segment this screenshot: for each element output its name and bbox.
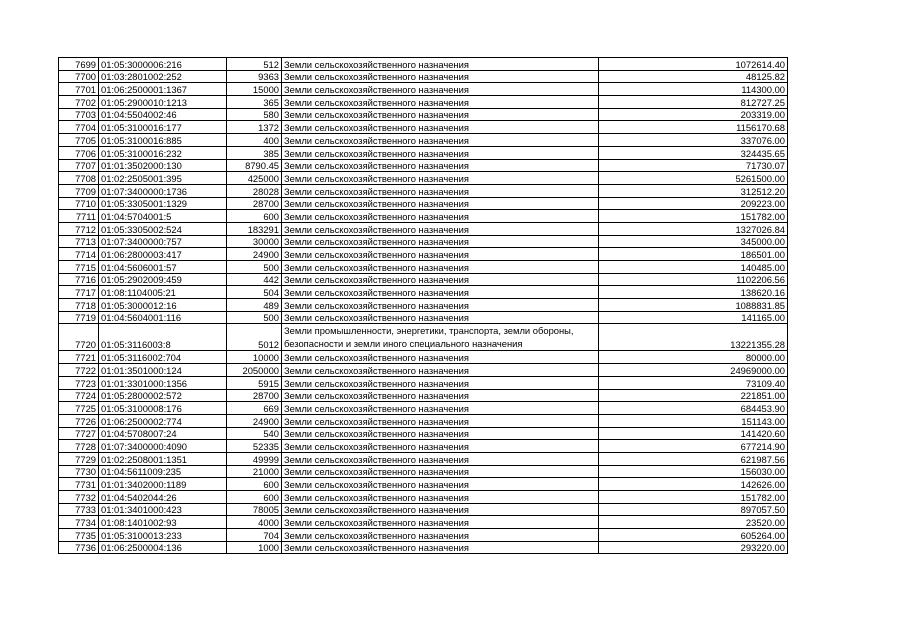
- land-category-cell: Земли сельскохозяйственного назначения: [282, 286, 599, 299]
- row-number-cell: 7716: [59, 273, 99, 286]
- row-number-cell: 7730: [59, 465, 99, 478]
- row-number-cell: 7727: [59, 427, 99, 440]
- cadastral-value-cell: 1102206.56: [599, 273, 788, 286]
- area-cell: 5915: [227, 376, 282, 389]
- cadastral-value-cell: 1072614.40: [599, 58, 788, 71]
- cadastral-number-cell: 01:05:3000006:216: [99, 58, 227, 71]
- table-row: [59, 172, 788, 185]
- table-row: [59, 83, 788, 96]
- table-row: [59, 529, 788, 542]
- cadastral-value-cell: 221851.00: [599, 389, 788, 402]
- row-number-cell: 7709: [59, 184, 99, 197]
- row-number-cell: 7726: [59, 414, 99, 427]
- area-cell: 504: [227, 286, 282, 299]
- area-cell: 5012: [227, 324, 282, 351]
- area-cell: 52335: [227, 440, 282, 453]
- cadastral-number-cell: 01:04:5611009:235: [99, 465, 227, 478]
- land-category-cell: Земли сельскохозяйственного назначения: [282, 376, 599, 389]
- cadastral-value-cell: 24969000.00: [599, 364, 788, 377]
- table-row: [59, 58, 788, 71]
- cadastral-number-cell: 01:01:3401000:423: [99, 503, 227, 516]
- cadastral-number-cell: 01:05:3100016:885: [99, 134, 227, 147]
- table-row: [59, 324, 788, 351]
- area-cell: 669: [227, 402, 282, 415]
- land-category-cell: Земли сельскохозяйственного назначения: [282, 389, 599, 402]
- land-category-cell: Земли сельскохозяйственного назначения: [282, 503, 599, 516]
- row-number-cell: 7736: [59, 541, 99, 554]
- table-row: [59, 248, 788, 261]
- cadastral-number-cell: 01:05:3116002:704: [99, 351, 227, 364]
- cadastral-number-cell: 01:05:3000012:16: [99, 299, 227, 312]
- cadastral-value-cell: 337076.00: [599, 134, 788, 147]
- table-row: [59, 299, 788, 312]
- area-cell: 600: [227, 491, 282, 504]
- table-row: [59, 273, 788, 286]
- cadastral-value-cell: 203319.00: [599, 108, 788, 121]
- area-cell: 183291: [227, 222, 282, 235]
- land-category-cell: Земли сельскохозяйственного назначения: [282, 70, 599, 83]
- cadastral-number-cell: 01:07:3400000:1736: [99, 184, 227, 197]
- table-row: [59, 222, 788, 235]
- table-row: [59, 351, 788, 364]
- cadastral-number-cell: 01:05:3305002:524: [99, 222, 227, 235]
- land-category-cell: Земли сельскохозяйственного назначения: [282, 108, 599, 121]
- row-number-cell: 7734: [59, 516, 99, 529]
- cadastral-number-cell: 01:05:3100013:233: [99, 529, 227, 542]
- row-number-cell: 7702: [59, 96, 99, 109]
- area-cell: 1372: [227, 121, 282, 134]
- table-row: [59, 70, 788, 83]
- table-row: [59, 516, 788, 529]
- land-category-cell: Земли сельскохозяйственного назначения: [282, 146, 599, 159]
- land-category-cell: Земли сельскохозяйственного назначения: [282, 222, 599, 235]
- row-number-cell: 7701: [59, 83, 99, 96]
- row-number-cell: 7705: [59, 134, 99, 147]
- table-row: [59, 121, 788, 134]
- cadastral-number-cell: 01:04:5704001:5: [99, 210, 227, 223]
- land-category-cell: Земли сельскохозяйственного назначения: [282, 427, 599, 440]
- table-row: [59, 478, 788, 491]
- cadastral-value-cell: 156030.00: [599, 465, 788, 478]
- land-registry-table: [58, 57, 788, 554]
- row-number-cell: 7728: [59, 440, 99, 453]
- row-number-cell: 7720: [59, 324, 99, 351]
- table-row: [59, 452, 788, 465]
- table-row: [59, 465, 788, 478]
- row-number-cell: 7723: [59, 376, 99, 389]
- land-category-cell: Земли сельскохозяйственного назначения: [282, 516, 599, 529]
- cadastral-value-cell: 1156170.68: [599, 121, 788, 134]
- row-number-cell: 7722: [59, 364, 99, 377]
- cadastral-number-cell: 01:01:3501000:124: [99, 364, 227, 377]
- table-row: [59, 503, 788, 516]
- cadastral-number-cell: 01:05:2800002:572: [99, 389, 227, 402]
- area-cell: 500: [227, 311, 282, 324]
- cadastral-value-cell: 897057.50: [599, 503, 788, 516]
- row-number-cell: 7729: [59, 452, 99, 465]
- cadastral-number-cell: 01:04:5604001:116: [99, 311, 227, 324]
- area-cell: 30000: [227, 235, 282, 248]
- table-row: [59, 108, 788, 121]
- row-number-cell: 7731: [59, 478, 99, 491]
- cadastral-number-cell: 01:08:1104005:21: [99, 286, 227, 299]
- row-number-cell: 7712: [59, 222, 99, 235]
- table-row: [59, 197, 788, 210]
- table-row: [59, 96, 788, 109]
- cadastral-value-cell: 293220.00: [599, 541, 788, 554]
- cadastral-number-cell: 01:05:2902009:459: [99, 273, 227, 286]
- area-cell: 540: [227, 427, 282, 440]
- area-cell: 425000: [227, 172, 282, 185]
- cadastral-value-cell: 1327026.84: [599, 222, 788, 235]
- table-row: [59, 491, 788, 504]
- area-cell: 28028: [227, 184, 282, 197]
- cadastral-value-cell: 345000.00: [599, 235, 788, 248]
- cadastral-value-cell: 621987.56: [599, 452, 788, 465]
- area-cell: 704: [227, 529, 282, 542]
- area-cell: 28700: [227, 197, 282, 210]
- area-cell: 1000: [227, 541, 282, 554]
- row-number-cell: 7717: [59, 286, 99, 299]
- area-cell: 10000: [227, 351, 282, 364]
- cadastral-value-cell: 684453.90: [599, 402, 788, 415]
- area-cell: 8790.45: [227, 159, 282, 172]
- land-category-cell: Земли сельскохозяйственного назначения: [282, 299, 599, 312]
- area-cell: 385: [227, 146, 282, 159]
- cadastral-value-cell: 812727.25: [599, 96, 788, 109]
- cadastral-value-cell: 71730.07: [599, 159, 788, 172]
- cadastral-number-cell: 01:07:3400000:757: [99, 235, 227, 248]
- row-number-cell: 7732: [59, 491, 99, 504]
- land-category-cell: Земли сельскохозяйственного назначения: [282, 402, 599, 415]
- cadastral-number-cell: 01:08:1401002:93: [99, 516, 227, 529]
- table-row: [59, 402, 788, 415]
- area-cell: 9363: [227, 70, 282, 83]
- cadastral-value-cell: 324435.65: [599, 146, 788, 159]
- area-cell: 28700: [227, 389, 282, 402]
- cadastral-number-cell: 01:02:2505001:395: [99, 172, 227, 185]
- land-category-cell: Земли сельскохозяйственного назначения: [282, 83, 599, 96]
- cadastral-number-cell: 01:07:3400000:4090: [99, 440, 227, 453]
- cadastral-value-cell: 151143.00: [599, 414, 788, 427]
- land-category-cell: Земли сельскохозяйственного назначения: [282, 159, 599, 172]
- cadastral-number-cell: 01:06:2500001:1367: [99, 83, 227, 96]
- land-category-cell: Земли сельскохозяйственного назначения: [282, 197, 599, 210]
- area-cell: 600: [227, 478, 282, 491]
- cadastral-value-cell: 5261500.00: [599, 172, 788, 185]
- cadastral-value-cell: 114300.00: [599, 83, 788, 96]
- row-number-cell: 7706: [59, 146, 99, 159]
- land-category-cell: Земли сельскохозяйственного назначения: [282, 452, 599, 465]
- land-category-cell: Земли сельскохозяйственного назначения: [282, 121, 599, 134]
- cadastral-number-cell: 01:04:5402044:26: [99, 491, 227, 504]
- table-row: [59, 210, 788, 223]
- table-row: [59, 184, 788, 197]
- cadastral-value-cell: 141165.00: [599, 311, 788, 324]
- row-number-cell: 7721: [59, 351, 99, 364]
- cadastral-number-cell: 01:05:3100016:232: [99, 146, 227, 159]
- cadastral-value-cell: 151782.00: [599, 210, 788, 223]
- land-category-cell: Земли сельскохозяйственного назначения: [282, 491, 599, 504]
- area-cell: 15000: [227, 83, 282, 96]
- cadastral-number-cell: 01:05:2900010:1213: [99, 96, 227, 109]
- cadastral-value-cell: 141420.60: [599, 427, 788, 440]
- land-category-cell: Земли сельскохозяйственного назначения: [282, 478, 599, 491]
- land-category-cell: Земли сельскохозяйственного назначения: [282, 364, 599, 377]
- cadastral-number-cell: 01:04:5606001:57: [99, 261, 227, 274]
- table-row: [59, 541, 788, 554]
- land-category-cell: Земли сельскохозяйственного назначения: [282, 184, 599, 197]
- area-cell: 442: [227, 273, 282, 286]
- cadastral-value-cell: 13221355.28: [599, 324, 788, 351]
- table-row: [59, 376, 788, 389]
- cadastral-value-cell: 1088831.85: [599, 299, 788, 312]
- area-cell: 365: [227, 96, 282, 109]
- land-category-cell: Земли сельскохозяйственного назначения: [282, 440, 599, 453]
- cadastral-value-cell: 186501.00: [599, 248, 788, 261]
- row-number-cell: 7719: [59, 311, 99, 324]
- land-category-cell: Земли сельскохозяйственного назначения: [282, 58, 599, 71]
- land-category-cell: Земли сельскохозяйственного назначения: [282, 273, 599, 286]
- row-number-cell: 7724: [59, 389, 99, 402]
- cadastral-number-cell: 01:05:3305001:1329: [99, 197, 227, 210]
- land-category-cell: Земли сельскохозяйственного назначения: [282, 172, 599, 185]
- cadastral-value-cell: 142626.00: [599, 478, 788, 491]
- land-category-cell: Земли сельскохозяйственного назначения: [282, 248, 599, 261]
- row-number-cell: 7718: [59, 299, 99, 312]
- cadastral-value-cell: 23520.00: [599, 516, 788, 529]
- row-number-cell: 7711: [59, 210, 99, 223]
- area-cell: 600: [227, 210, 282, 223]
- cadastral-number-cell: 01:01:3301000:1356: [99, 376, 227, 389]
- row-number-cell: 7708: [59, 172, 99, 185]
- cadastral-value-cell: 138620.16: [599, 286, 788, 299]
- cadastral-number-cell: 01:05:3100008:176: [99, 402, 227, 415]
- land-category-cell: Земли сельскохозяйственного назначения: [282, 351, 599, 364]
- land-category-cell: Земли сельскохозяйственного назначения: [282, 465, 599, 478]
- cadastral-number-cell: 01:05:3100016:177: [99, 121, 227, 134]
- cadastral-number-cell: 01:04:5504002:46: [99, 108, 227, 121]
- row-number-cell: 7715: [59, 261, 99, 274]
- cadastral-number-cell: 01:06:2500004:136: [99, 541, 227, 554]
- cadastral-value-cell: 151782.00: [599, 491, 788, 504]
- area-cell: 24900: [227, 414, 282, 427]
- table-row: [59, 311, 788, 324]
- row-number-cell: 7714: [59, 248, 99, 261]
- land-category-cell: Земли промышленности, энергетики, транспорта, земли обороны, безопасности и земли иного специального назначения: [282, 324, 599, 351]
- row-number-cell: 7733: [59, 503, 99, 516]
- area-cell: 49999: [227, 452, 282, 465]
- table-row: [59, 235, 788, 248]
- cadastral-number-cell: 01:02:2508001:1351: [99, 452, 227, 465]
- cadastral-number-cell: 01:06:2800003:417: [99, 248, 227, 261]
- cadastral-value-cell: 48125.82: [599, 70, 788, 83]
- area-cell: 512: [227, 58, 282, 71]
- table-row: [59, 261, 788, 274]
- cadastral-number-cell: 01:05:3116003:8: [99, 324, 227, 351]
- cadastral-value-cell: 209223.00: [599, 197, 788, 210]
- cadastral-value-cell: 140485.00: [599, 261, 788, 274]
- row-number-cell: 7713: [59, 235, 99, 248]
- table-row: [59, 440, 788, 453]
- area-cell: 4000: [227, 516, 282, 529]
- row-number-cell: 7703: [59, 108, 99, 121]
- table-row: [59, 414, 788, 427]
- land-category-cell: Земли сельскохозяйственного назначения: [282, 134, 599, 147]
- cadastral-value-cell: 605264.00: [599, 529, 788, 542]
- land-category-cell: Земли сельскохозяйственного назначения: [282, 541, 599, 554]
- row-number-cell: 7707: [59, 159, 99, 172]
- table-row: [59, 134, 788, 147]
- cadastral-number-cell: 01:03:2801002:252: [99, 70, 227, 83]
- table-row: [59, 389, 788, 402]
- land-category-cell: Земли сельскохозяйственного назначения: [282, 261, 599, 274]
- area-cell: 580: [227, 108, 282, 121]
- land-category-cell: Земли сельскохозяйственного назначения: [282, 311, 599, 324]
- table-row: [59, 159, 788, 172]
- cadastral-number-cell: 01:04:5708007:24: [99, 427, 227, 440]
- area-cell: 2050000: [227, 364, 282, 377]
- land-category-cell: Земли сельскохозяйственного назначения: [282, 414, 599, 427]
- cadastral-value-cell: 73109.40: [599, 376, 788, 389]
- row-number-cell: 7710: [59, 197, 99, 210]
- row-number-cell: 7699: [59, 58, 99, 71]
- area-cell: 24900: [227, 248, 282, 261]
- table-row: [59, 427, 788, 440]
- area-cell: 400: [227, 134, 282, 147]
- row-number-cell: 7725: [59, 402, 99, 415]
- cadastral-value-cell: 677214.90: [599, 440, 788, 453]
- cadastral-number-cell: 01:01:3402000:1189: [99, 478, 227, 491]
- cadastral-value-cell: 80000.00: [599, 351, 788, 364]
- area-cell: 21000: [227, 465, 282, 478]
- area-cell: 78005: [227, 503, 282, 516]
- area-cell: 489: [227, 299, 282, 312]
- cadastral-number-cell: 01:01:3502000:130: [99, 159, 227, 172]
- cadastral-value-cell: 312512.20: [599, 184, 788, 197]
- area-cell: 500: [227, 261, 282, 274]
- cadastral-number-cell: 01:06:2500002:774: [99, 414, 227, 427]
- row-number-cell: 7700: [59, 70, 99, 83]
- row-number-cell: 7704: [59, 121, 99, 134]
- land-category-cell: Земли сельскохозяйственного назначения: [282, 210, 599, 223]
- table-body: [59, 58, 788, 554]
- table-row: [59, 146, 788, 159]
- table-row: [59, 286, 788, 299]
- land-category-cell: Земли сельскохозяйственного назначения: [282, 96, 599, 109]
- row-number-cell: 7735: [59, 529, 99, 542]
- table-row: [59, 364, 788, 377]
- land-category-cell: Земли сельскохозяйственного назначения: [282, 235, 599, 248]
- land-category-cell: Земли сельскохозяйственного назначения: [282, 529, 599, 542]
